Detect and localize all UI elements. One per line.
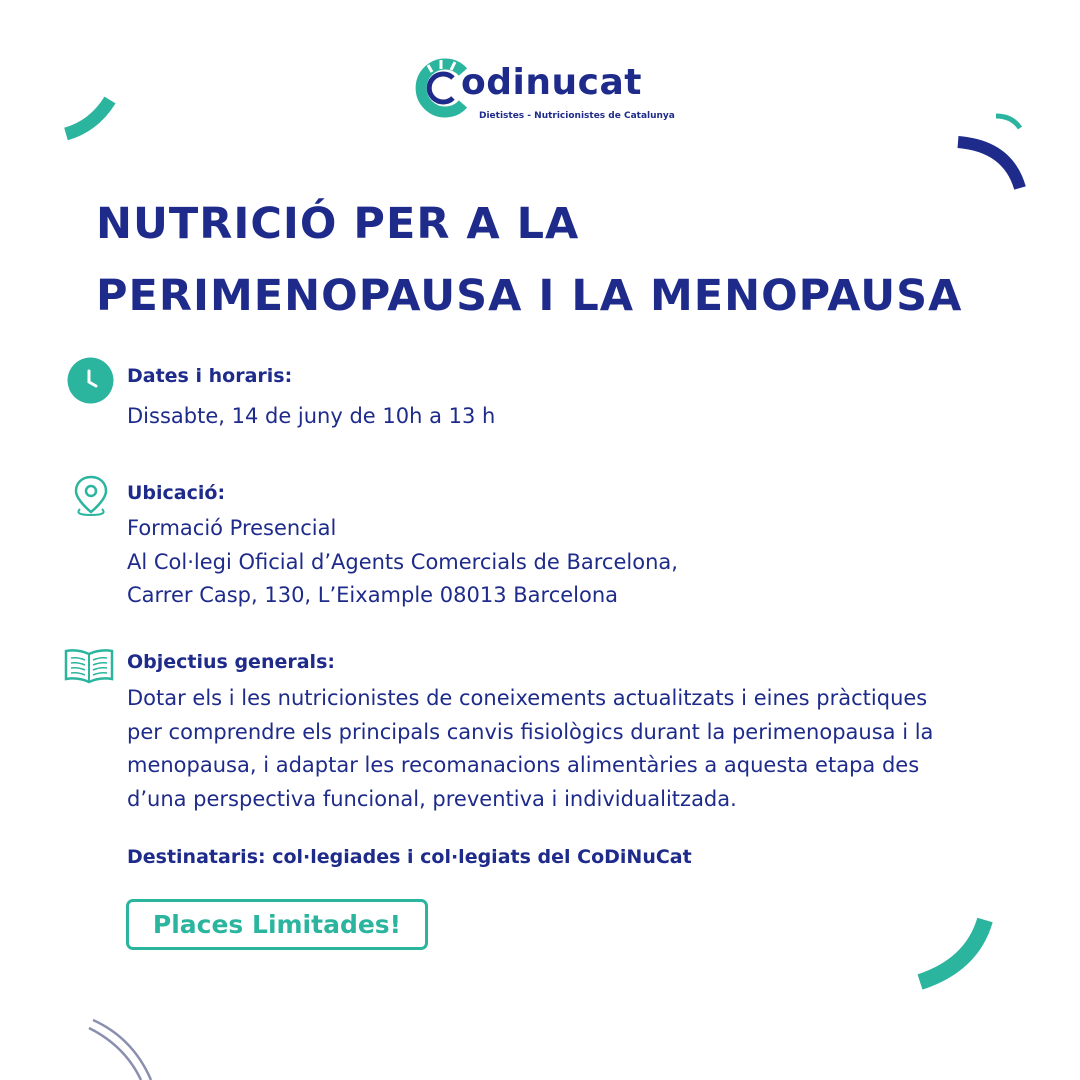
- clock-icon: [67, 357, 114, 404]
- objectives-line-3: menopausa, i adaptar les recomanacions alimentàries a aquesta etapa des: [127, 753, 920, 777]
- objectives-line-1: Dotar els i les nutricionistes de coneixements actualitzats i eines pràctiques: [127, 686, 928, 710]
- location-line-1: Formació Presencial: [127, 516, 337, 540]
- dates-heading: Dates i horaris:: [127, 365, 293, 387]
- location-pin-icon: [72, 474, 110, 518]
- codinucat-logo: [415, 56, 675, 128]
- title-line-2: PERIMENOPAUSA I LA MENOPAUSA: [96, 271, 963, 321]
- dates-text: Dissabte, 14 de juny de 10h a 13 h: [127, 404, 496, 428]
- objectives-line-2: per comprendre els principals canvis fisiològics durant la perimenopausa i la: [127, 719, 934, 744]
- decorative-arc-top-right: [950, 130, 1035, 195]
- open-book-icon: [62, 646, 116, 686]
- audience-text: Destinataris: col·legiades i col·legiats del CoDiNuCat: [127, 846, 692, 868]
- decorative-arc-bottom-left: [85, 1010, 165, 1080]
- location-line-3: Carrer Casp, 130, L’Eixample 08013 Barcelona: [127, 583, 619, 607]
- decorative-arc-top-left: [60, 90, 120, 142]
- objectives-line-4: d’una perspectiva funcional, preventiva i individualitzada.: [127, 786, 737, 811]
- page-title: [96, 188, 996, 332]
- decorative-arc-bottom-right: [910, 910, 1000, 1000]
- location-line-2: Al Col·legi Oficial d’Agents Comercials de Barcelona,: [127, 549, 678, 574]
- logo-wordmark: odinucat: [461, 62, 642, 103]
- title-line-1: NUTRICIÓ PER A LA: [96, 199, 580, 249]
- logo-tagline: Dietistes - Nutricionistes de Catalunya: [479, 111, 675, 121]
- places-limited-badge: Places Limitades!: [126, 899, 428, 950]
- objectives-heading: Objectius generals:: [127, 651, 335, 673]
- location-heading: Ubicació:: [127, 482, 226, 504]
